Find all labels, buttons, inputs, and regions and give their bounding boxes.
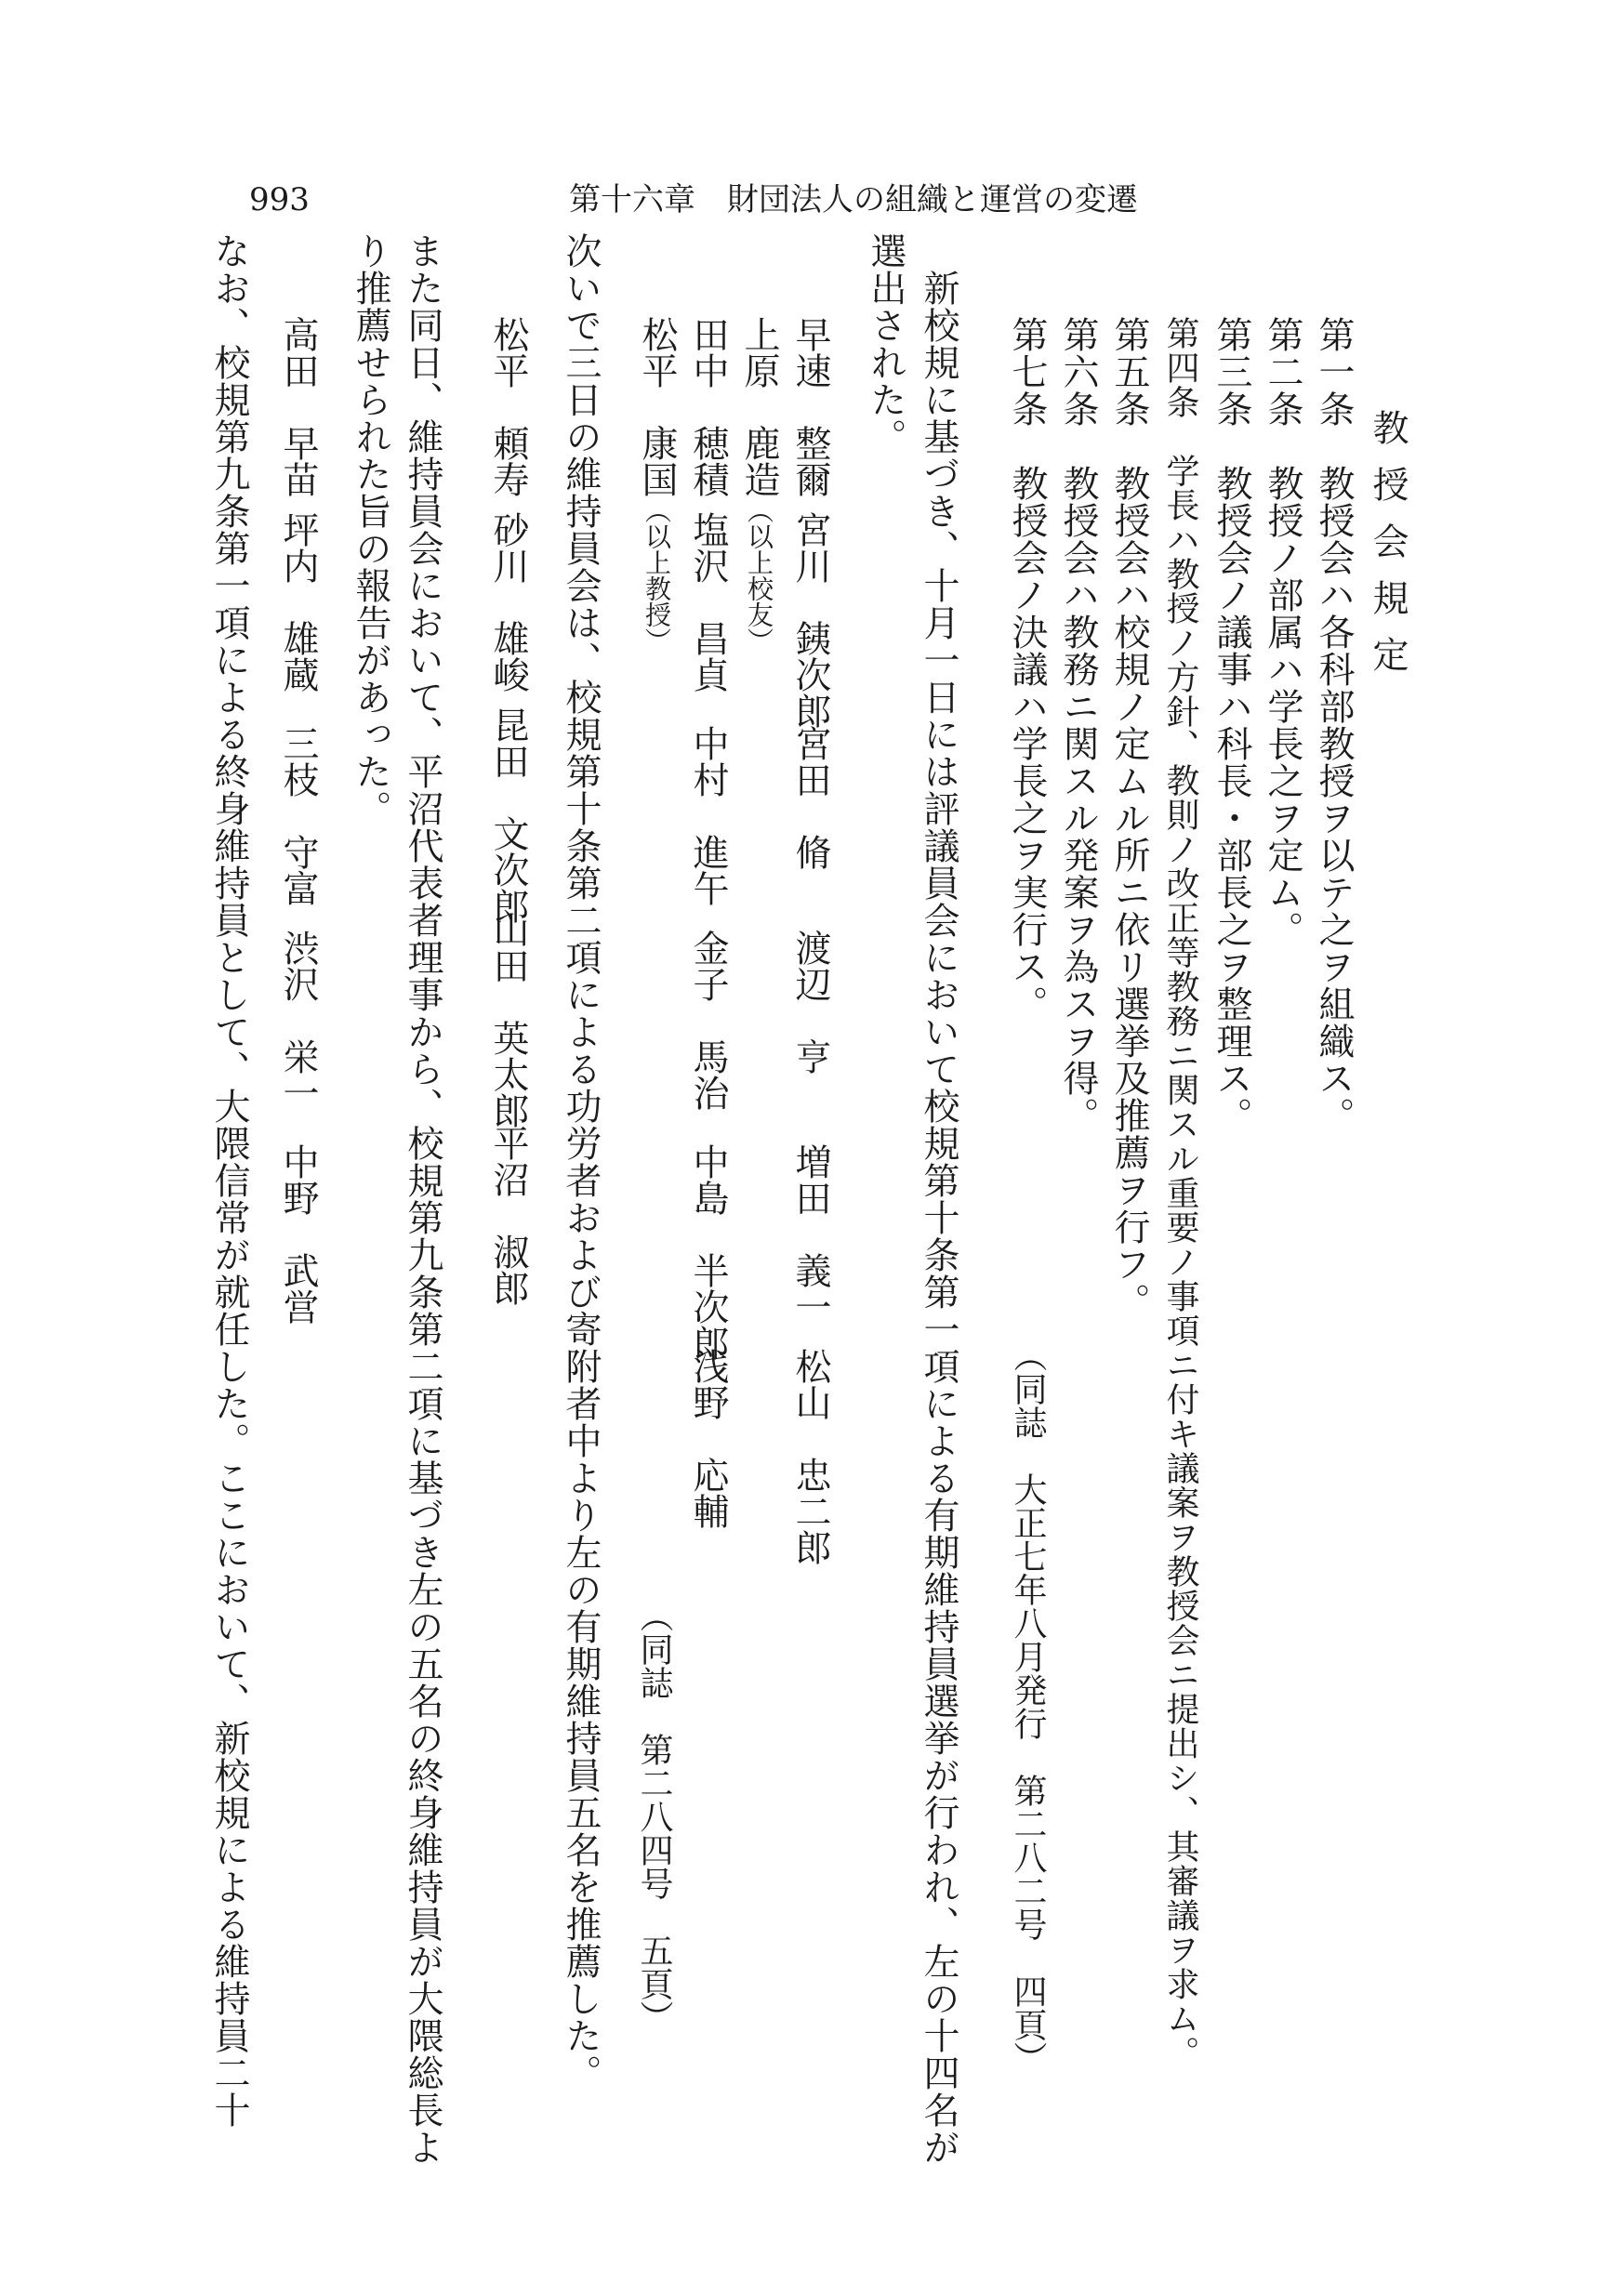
article-text: 教授会ハ教務ニ関スル発案ヲ為スヲ得。 — [1057, 465, 1099, 1134]
article-label: 第四条 — [1161, 316, 1199, 419]
lifetime-name: 三枝 守富 — [277, 725, 319, 906]
article-label: 第三条 — [1210, 316, 1252, 428]
article-text: 教授会ハ校規ノ定ムル所ニ依リ選挙及推薦ヲ行フ。 — [1108, 465, 1150, 1320]
article-5 — [1106, 316, 1151, 1320]
article-label: 第六条 — [1057, 316, 1099, 428]
elected-note: （以上校友） — [744, 497, 774, 653]
article-3 — [1209, 316, 1253, 1134]
merit-name: 松平 頼寿 — [487, 316, 529, 497]
elected-name: 増田 義一 — [789, 1143, 831, 1325]
elected-row-4 — [630, 316, 682, 653]
lifetime-name: 中野 武営 — [277, 1143, 319, 1325]
lifetime-name: 高田 早苗 — [277, 316, 319, 497]
article-text: 学長ハ教授ノ方針、教則ノ改正等教務ニ関スル重要ノ事項ニ付キ議案ヲ教授会ニ提出シ、其審議ヲ求ム。 — [1161, 454, 1199, 2070]
elected-name: 宮川 銕次郎 — [789, 511, 831, 729]
elected-name: 塩沢 昌貞 — [687, 511, 729, 693]
article-7 — [1004, 316, 1049, 1023]
elected-name: 早速 整爾 — [789, 316, 831, 497]
elected-name: 宮田 脩 — [789, 725, 831, 870]
article-text: 教授会ハ各科部教授ヲ以テ之ヲ組織ス。 — [1313, 465, 1355, 1134]
paragraph-3-line-2: り推薦せられた旨の報告があった。 — [350, 232, 391, 827]
lifetime-list — [271, 316, 324, 1325]
article-label: 第一条 — [1313, 316, 1355, 428]
elected-name: 金子 馬治 — [687, 930, 729, 1111]
elected-name: 中島 半次郎 — [687, 1143, 729, 1361]
elected-citation: （同誌 第二八四号 五頁） — [635, 1599, 673, 2034]
elected-name: 渡辺 亨 — [789, 930, 831, 1075]
merit-list — [482, 316, 534, 1306]
rules-title: 教授会規定 — [1367, 409, 1409, 693]
elected-row-1 — [784, 316, 836, 1565]
chapter-title: 第十六章 財団法人の組織と運営の変遷 — [569, 181, 1138, 218]
article-text: 教授ノ部属ハ学長之ヲ定ム。 — [1262, 465, 1303, 948]
paragraph-3-line-1: また同日、維持員会において、平沼代表者理事から、校規第九条第二項に基づき左の五名の終身維持員が大隈総長よ — [402, 232, 443, 2166]
lifetime-name: 坪内 雄蔵 — [277, 511, 319, 693]
elected-row-3 — [681, 316, 734, 1529]
elected-name: 浅野 応輔 — [687, 1348, 729, 1529]
paragraph-1-line-2: 選出された。 — [865, 232, 906, 455]
rules-citation: （同誌 大正七年八月発行 第二八二号 四頁） — [1009, 1339, 1047, 2075]
article-6 — [1055, 316, 1100, 1134]
article-text: 教授会ノ決議ハ学長之ヲ実行ス。 — [1006, 465, 1048, 1023]
paragraph-4: なお、校規第九条第一項による終身維持員として、大隈信常が就任した。ここにおいて、新校規による維持員二十 — [208, 232, 250, 2129]
article-label: 第二条 — [1262, 316, 1303, 428]
article-text: 教授会ノ議事ハ科長・部長之ヲ整理ス。 — [1210, 465, 1252, 1134]
elected-name: 田中 穂積 — [687, 316, 729, 497]
merit-name: 昆田 文次郎 — [487, 706, 529, 924]
article-label: 第七条 — [1006, 316, 1048, 428]
article-1 — [1311, 316, 1356, 1134]
elected-note: （以上教授） — [642, 497, 672, 653]
page-number: 993 — [249, 181, 310, 218]
elected-name: 松平 康国 — [636, 316, 678, 497]
merit-name: 砂川 雄峻 — [487, 511, 529, 693]
elected-name: 上原 鹿造 — [738, 316, 780, 497]
article-4 — [1158, 316, 1202, 2070]
article-label: 第五条 — [1108, 316, 1150, 428]
elected-name: 松山 忠二郎 — [789, 1348, 831, 1565]
lifetime-name: 渋沢 栄一 — [277, 930, 319, 1111]
elected-name: 中村 進午 — [687, 725, 729, 906]
elected-row-2 — [733, 316, 785, 653]
paragraph-2: 次いで三日の維持員会は、校規第十条第二項による功労者および寄附者中より左の有期維持員五名を推薦した。 — [560, 232, 602, 2091]
merit-name: 平沼 淑郎 — [487, 1125, 529, 1306]
merit-name: 山田 英太郎 — [487, 911, 529, 1128]
article-2 — [1260, 316, 1304, 948]
paragraph-1-line-1: 新校規に基づき、十月一日には評議員会において校規第十条第一項による有期維持員選挙が行われ、左の十四名が — [918, 270, 959, 2166]
